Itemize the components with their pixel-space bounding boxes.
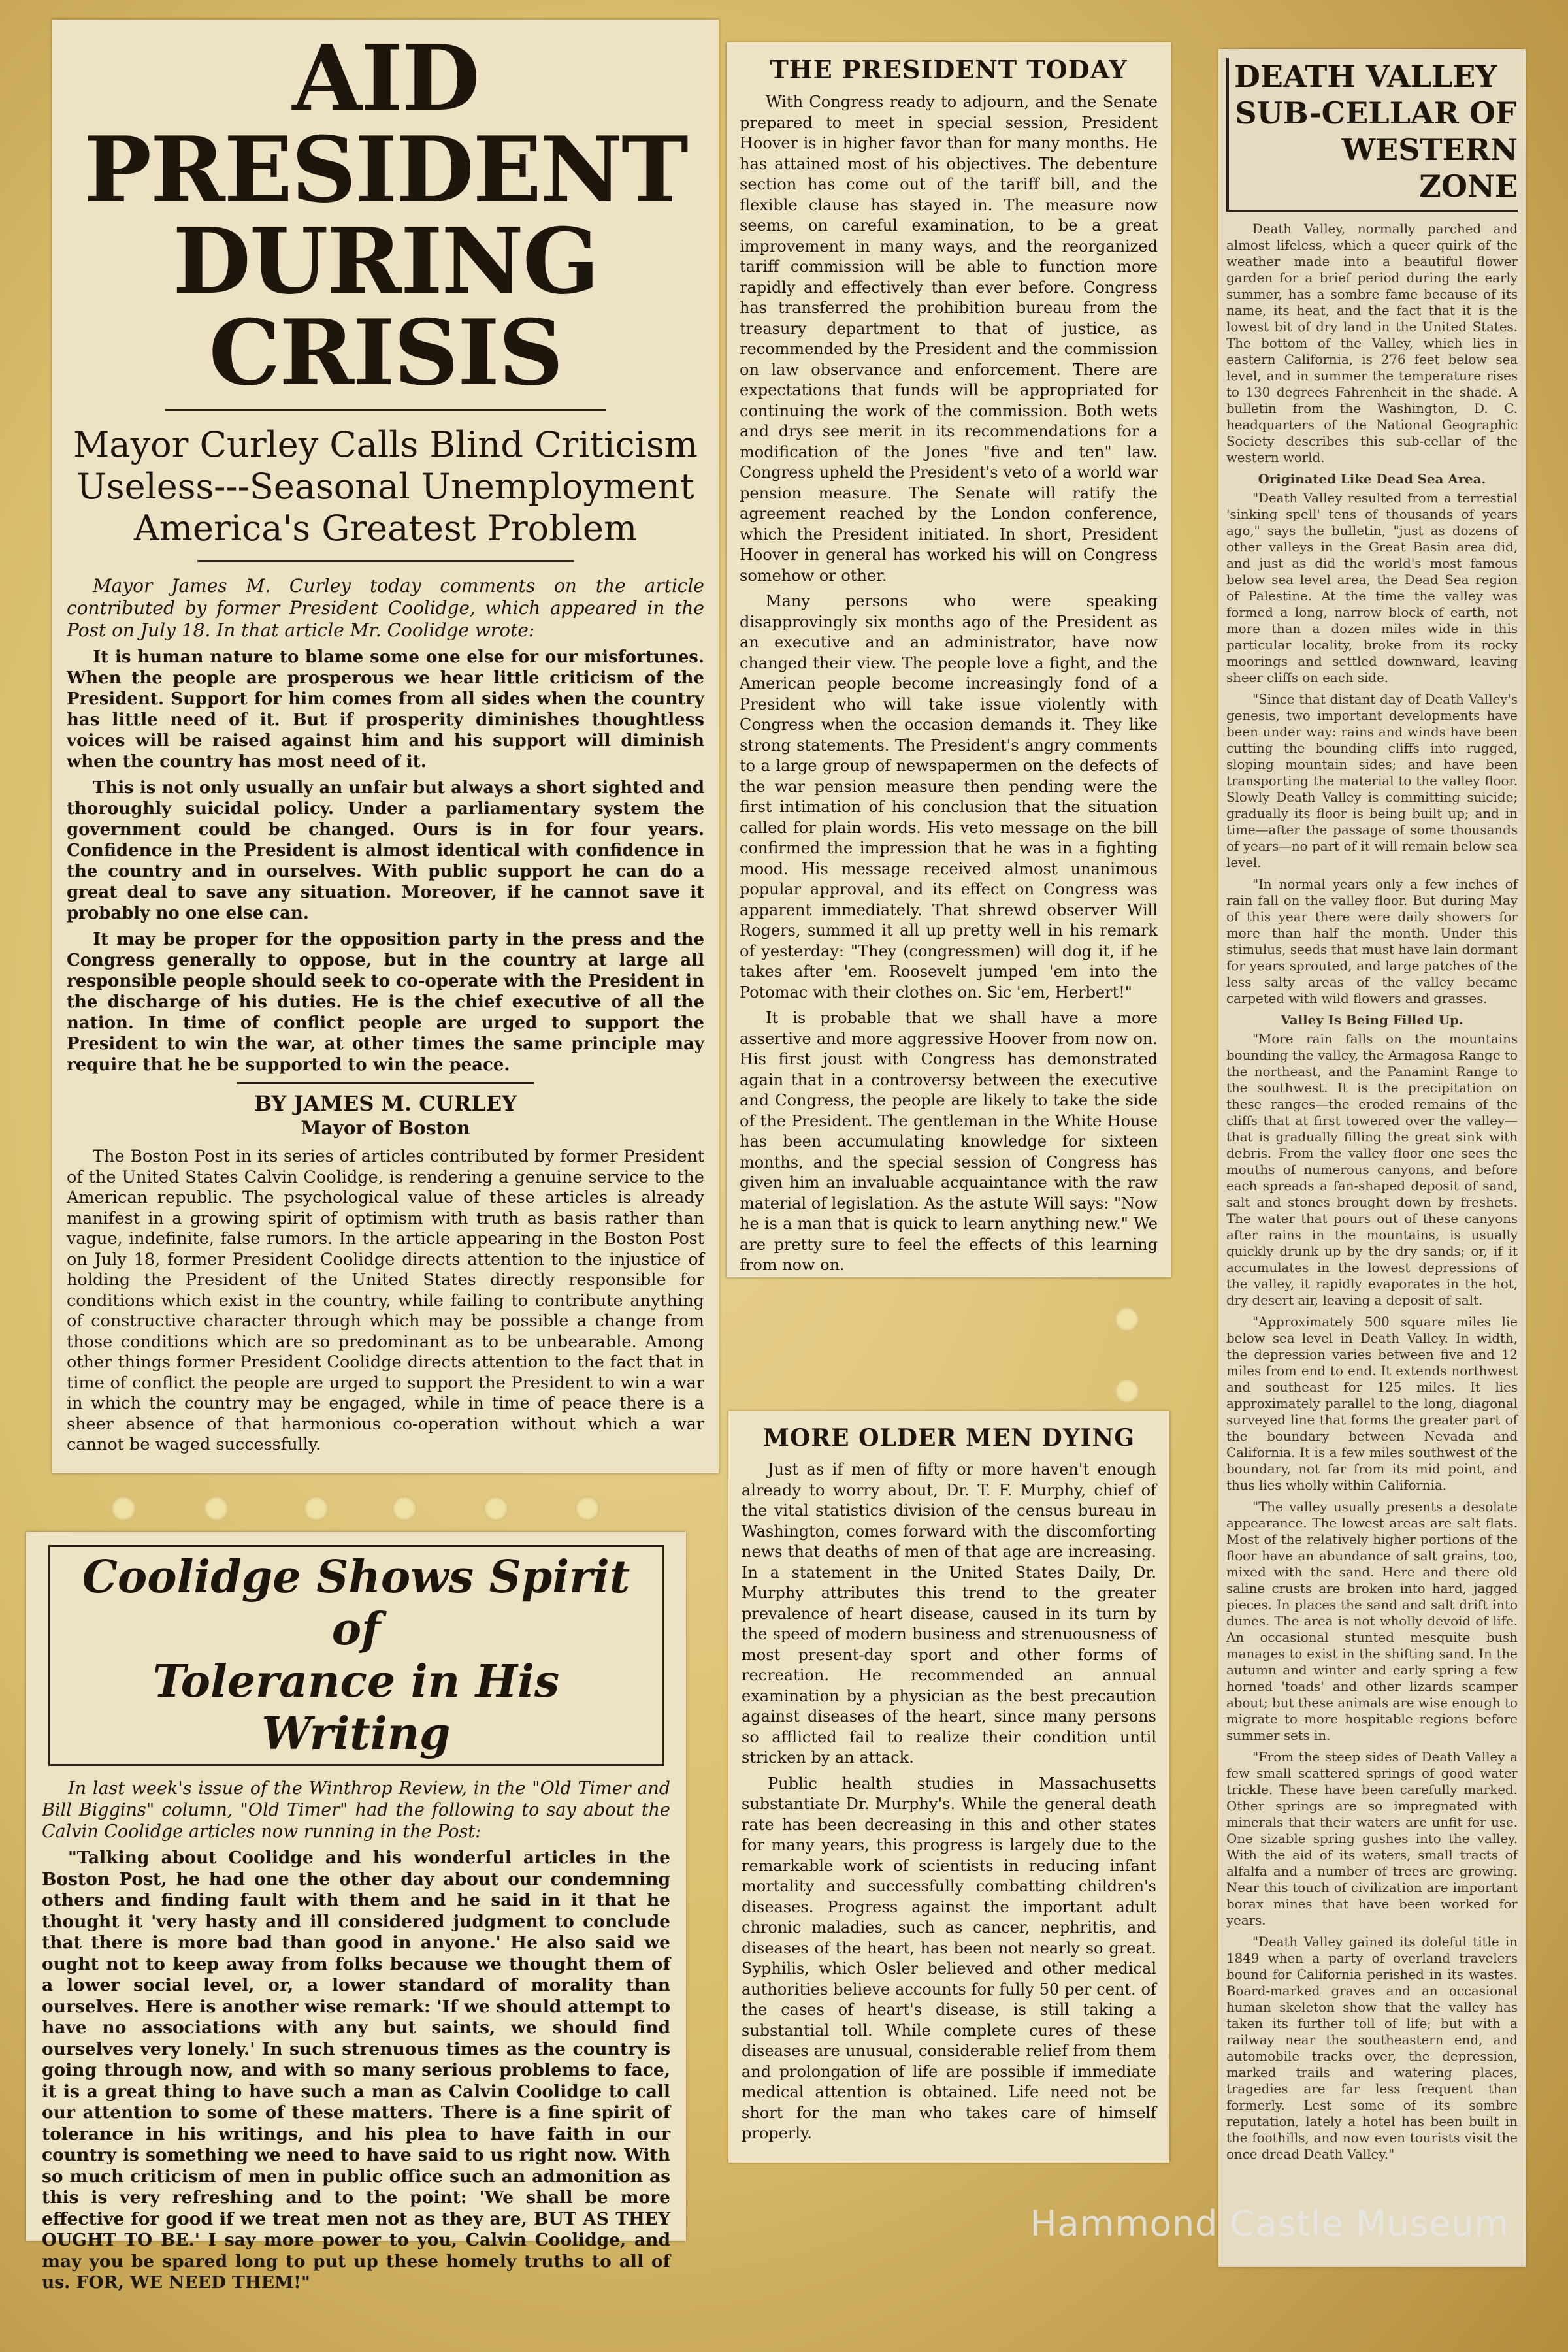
body-paragraph: It is probable that we shall have a more assertive and more aggressive Hoover from now on. His first joust with Congress has demonstrated again that in a controversy between the executive and Congress, the people are likely to take the side of the President. The gentleman in the White House has been accumulating knowledge for sixteen months, and the special session of Congress has given him an invaluable acquaintance with the raw material of legislation. As the astute Will says: "Now he is a man that is quick to learn anything new." We are pretty sure to feel the effects of this learning from now on. (740, 1009, 1158, 1274)
punch-hole (1115, 1307, 1139, 1331)
article-body (1226, 221, 1518, 2163)
headline-box (48, 1545, 664, 1766)
byline: BY JAMES M. CURLEY (254, 1091, 517, 1116)
body-paragraph: "Death Valley gained its doleful title in 1849 when a party of overland travelers bound for California perished in its wastes. Board-marked graves and an occasional human skeleton show that the valley has taken its further toll of life; but with a railway near the southeastern end, and automobile tracks over, the depression, marked trails and watering places, tragedies are far less frequent than formerly. Lest some of its sombre reputation, lately a hotel has been built in the foothills, and now even tourists visit the once dread Death Valley." (1226, 1935, 1518, 2162)
body-paragraph: Public health studies in Massachusetts substantiate Dr. Murphy's. While the general death rate has been decreasing in this and other states for many years, this progress is largely due to the remarkable work of scientists in reducing infant mortality and successfully combatting children's diseases. Progress against the important adult chronic maladies, such as cancer, nephritis, and diseases of the heart, has been not nearly so great. Syphilis, which Osler believed and other medical authorities believe accounts for fully 50 per cent. of the cases of heart's disease, is still taking a substantial toll. While complete cures of these diseases are unusual, considerable relief from them and prolongation of life are possible if immediate medical attention is obtained. Life need not be short for the man who takes care of himself properly. (742, 1774, 1156, 2142)
divider (197, 560, 574, 562)
body-paragraph: "Approximately 500 square miles lie below sea level in Death Valley. In width, the depression varies between five and 12 miles from end to end. It extends northwest and southeast for 125 miles. It lies approximately parallel to the long, diagonal surveyed line that forms the greater part of the boundary between Nevada and California. It is a few miles southwest of the boundary, not far from its mid point, and thus lies wholly within California. (1226, 1315, 1518, 1493)
article-body (740, 92, 1158, 1276)
intro-paragraph: Mayor James M. Curley today comments on the article contributed by former President Coolidge, which appeared in the Post on July 18. In that article Mr. Coolidge wrote: (67, 575, 704, 641)
headline-box (1226, 58, 1518, 212)
intro-paragraph: In last week's issue of the Winthrop Review, in the "Old Timer and Bill Biggins" column, "Old Timer" had the following to say about the Calvin Coolidge articles now running in the Post: (42, 1778, 670, 1842)
headline: THE PRESIDENT TODAY (770, 55, 1128, 84)
museum-watermark: Hammond Castle Museum (1030, 2203, 1509, 2244)
body-paragraph: With Congress ready to adjourn, and the Senate prepared to meet in special session, President Hoover is in higher favor than for many months. He has attained most of his objectives. The debenture section has come out of the tariff bill, and the flexible clause has stayed in. The measure now seems, on careful examination, to be a great improvement in many ways, and the reorganized tariff commission will be able to function more rapidly and effectively than ever before. Congress has transferred the prohibition bureau from the treasury department to that of justice, as recommended by the President and the commission on law observance and enforcement. There are expectations that funds will be appropriated for continuing the work of the commission. Both wets and drys see merit in its recommendations for a modification of the Jones "five and ten" law. Congress upheld the President's veto of a world war pension measure. The Senate will ratify the agreement reached by the London conference, which the President initiated. In short, President Hoover in general has worked his will on Congress somehow or other. (740, 93, 1158, 585)
subheading: Valley Is Being Filled Up. (1281, 1012, 1463, 1028)
subhead: Mayor Curley Calls Blind Criticism Useless---Seasonal Unemployment America's Greatest Problem (73, 424, 698, 549)
punch-hole (111, 1496, 136, 1521)
body-paragraph: Just as if men of fifty or more haven't enough already to worry about, Dr. T. F. Murphy, chief of the vital statistics division of the census bureau in Washington, comes forward with the discomforting news that deaths of men of that age are increasing. In a statement in the United States Daily, Dr. Murphy attributes this trend to the greater prevalence of heart disease, caused in its turn by the speed of modern business and strenuousness of most present-day sport and other forms of recreation. He recommended an annual examination by a physician as the best precaution against diseases of the heart, since many persons so afflicted fail to realize their condition until stricken by an attack. (742, 1460, 1156, 1767)
punch-hole (483, 1496, 508, 1521)
punch-hole (392, 1496, 417, 1521)
article-president-today (727, 42, 1171, 1277)
article-older-men-dying (728, 1411, 1169, 2163)
article-body (67, 1147, 704, 1456)
punch-hole (1115, 1379, 1139, 1403)
article-body (742, 1460, 1156, 2144)
byline-title: Mayor of Boston (301, 1117, 470, 1139)
article-coolidge-tolerance (26, 1532, 686, 2293)
subheading: Originated Like Dead Sea Area. (1258, 471, 1486, 487)
headline-line-2: DURING CRISIS (172, 208, 598, 406)
headline-line-1: Coolidge Shows Spirit of (82, 1551, 630, 1656)
quote-paragraph: It may be proper for the opposition party in the press and the Congress generally to oppose, but in the country at large all responsible people should seek to co-operate with the President in the discharge of his duties. He is the chief executive of all the nation. In time of conflict people are urged to support the President to win the war, at other times the same principle may require that he be supported to win the peace. (67, 930, 704, 1075)
divider (165, 409, 606, 411)
body-paragraph: The Boston Post in its series of articles contributed by former President of the United States Calvin Coolidge, is rendering a genuine service to the American republic. The psychological value of these articles is already manifest in a growing spirit of optimism with truth as basis rather than vague, indefinite, false rumors. In the article appearing in the Boston Post on July 18, former President Coolidge directs attention to the injustice of holding the President of the United States directly responsible for conditions which exist in the country, while failing to contribute anything of constructive character through which may be possible a change from those conditions which are so predominant as to be unbearable. Among other things former President Coolidge directs attention to the fact that in time of conflict the people are urged to support the President to win a war in which the country may be engaged, while in time of peace there is a sheer absence of that harmonious co-operation without which a war cannot be waged successfully. (67, 1147, 704, 1454)
article-aid-president (52, 20, 719, 1473)
headline-line-1: AID PRESIDENT (84, 25, 687, 223)
headline: MORE OLDER MEN DYING (762, 1424, 1135, 1452)
coolidge-quote (67, 647, 704, 1075)
body-paragraph: "Death Valley resulted from a terrestial 'sinking spell' tens of thousands of years ago," says the bulletin, "just as dozens of other valleys in the Great Basin area did, and just as did the world's most famous below sea level area, the Dead Sea region of Palestine. At the time the valley was formed a long, narrow block of earth, not more than a dozen miles wide in this particular locality, broke from its rocky moorings and settled downward, leaving sheer cliffs on each side. (1226, 491, 1518, 685)
body-paragraph: "Since that distant day of Death Valley's genesis, two important developments have been under way: rains and winds have been cutting the bounding cliffs into rugged, sloping mountain sides; and have been transporting the material to the valley floor. Slowly Death Valley is committing suicide; gradually its floor is being built up; and in time—after the passage of some thousands of years—no part of it will remain below sea level. (1226, 692, 1518, 870)
headline-line-3: WESTERN ZONE (1341, 132, 1518, 204)
body-paragraph: "The valley usually presents a desolate appearance. The lowest areas are salt flats. Most of the relatively higher portions of the floor have an abundance of salt grains, too, mixed with the sand. Here and there old saline crusts are broken into hard, jagged pieces. In places the sand and salt drift into dunes. The area is not wholly devoid of life. An occasional stunted mesquite bush manages to exist in the shifting sand. In the autumn and winter and early spring a few horned 'toads' and other lizards scamper about; but these animals are wise enough to migrate to more hospitable regions before summer sets in. (1226, 1499, 1518, 1743)
quote-paragraph: This is not only usually an unfair but always a short sighted and thoroughly suicidal policy. Under a parliamentary system the government could be changed. Ours is in for four years. Confidence in the President is almost identical with confidence in the country and in ourselves. With public support he can do a great deal to save any situation. Moreover, if he cannot save it probably no one else can. (67, 778, 704, 923)
article-intro (42, 1778, 670, 1842)
headline-line-1: DEATH VALLEY (1234, 59, 1497, 94)
punch-hole (304, 1496, 329, 1521)
article-intro (67, 575, 704, 642)
body-paragraph: Death Valley, normally parched and almost lifeless, which a queer quirk of the weather made into a beautiful flower garden for a brief period during the early summer, has a sombre fame because of its name, its heat, and the fact that it is the lowest bit of dry land in the United States. The bottom of the Valley, which lies in eastern California, is 276 feet below sea level, and in summer the temperature rises to 130 degrees Fahrenheit in the shade. A bulletin from the Washington, D. C. headquarters of the National Geographic Society describes this sub-cellar of the western world. (1226, 221, 1518, 465)
body-paragraph: "In normal years only a few inches of rain fall on the valley floor. But during May of this year there were daily showers for more than half the month. Under this stimulus, seeds that must have lain dormant for years sprouted, and large patches of the less salty areas of the valley became carpeted with wild flowers and grasses. (1226, 877, 1518, 1006)
body-paragraph: "From the steep sides of Death Valley a few small scattered springs of good water trickle. These have been carefully marked. Other springs are so impregnated with minerals that their waters are unfit for use. One sizable spring gushes into the valley. With the aid of its waters, small tracts of alfalfa and a number of trees are growing. Near this touch of civilization are important borax mines that have been worked for years. (1226, 1750, 1518, 1928)
body-paragraph: "More rain falls on the mountains bounding the valley, the Armagosa Range to the northeast, and the Panamint Range to the southwest. It is the precipitation on these ranges—the eroded remains of the cliffs that at first towered over the valley—that is gradually filling the great sink with debris. From the valley floor one sees the mouths of numerous canyons, and before each spreads a fan-shaped deposit of sand, salt and stones brought down by freshets. The water that pours out of these canyons after rains in the mountains, is usually quickly drunk up by the dry sands; or, if it accumulates in the lowest depressions of the valley, it rapidly evaporates in the hot, dry desert air, leaving a deposit of salt. (1226, 1032, 1518, 1308)
article-death-valley (1218, 49, 1526, 2267)
punch-hole (204, 1496, 229, 1521)
quote-paragraph: It is human nature to blame some one else for our misfortunes. When the people are prosperous we hear little criticism of the President. Support for him comes from all sides when the country has little need of it. But if prosperity diminishes thoughtless voices will be raised against him and his support will diminish when the country has most need of it. (67, 647, 704, 772)
punch-hole (575, 1496, 600, 1521)
body-paragraph: "Talking about Coolidge and his wonderful articles in the Boston Post, he had one the other day about our condemning others and finding fault with them and he said in it that he thought it 'very hasty and ill considered judgment to conclude that there is more bad than good in anyone.' He also said we ought not to keep away from folks because we thought them of a lower social level, or, a lower standard of morality than ourselves. Here is another wise remark: 'If we should attempt to have no associations with any but saints, we should find ourselves very lonely.' In such strenuous times as the country is going through now, and with so many serious problems to face, it is a great thing to have such a man as Calvin Coolidge to call our attention to some of these matters. There is a fine spirit of tolerance in his writings, and his plea to have faith in our country is something we need to have said to us right now. With so much criticism of men in public office such an admonition as this is very refreshing and to the point: 'We shall be more effective for good if we treat men not as they are, BUT AS THEY OUGHT TO BE.' I say more power to you, Calvin Coolidge, and may you be spared long to put up these homely truths to all of us. FOR, WE NEED THEM!" (42, 1848, 670, 2293)
body-paragraph: Many persons who were speaking disapprovingly six months ago of the President as an executive and an administrator, have now changed their view. The people love a fight, and the American people become increasingly fond of a President who will take issue violently with Congress when the occasion demands it. They like strong statements. The President's angry comments to a large group of newspapermen on the defects of the war pension measure then pending were the first intimation of his conclusion that the situation called for plain words. His veto message on the bill confirmed the impression that he was in a fighting mood. His message received almost unanimous popular approval, and its effect on Congress was apparent immediately. That shrewd observer Will Rogers, summed it all up pretty well in his remark of yesterday: "They (congressmen) will dog it, if he takes after 'em. Roosevelt jumped 'em into the Potomac with their clothes on. Sic 'em, Herbert!" (740, 592, 1158, 1002)
article-body (42, 1848, 670, 2294)
divider (237, 1082, 534, 1084)
headline-line-2: Tolerance in His Writing (152, 1656, 560, 1760)
headline-line-2: SUB-CELLAR OF (1235, 95, 1517, 131)
